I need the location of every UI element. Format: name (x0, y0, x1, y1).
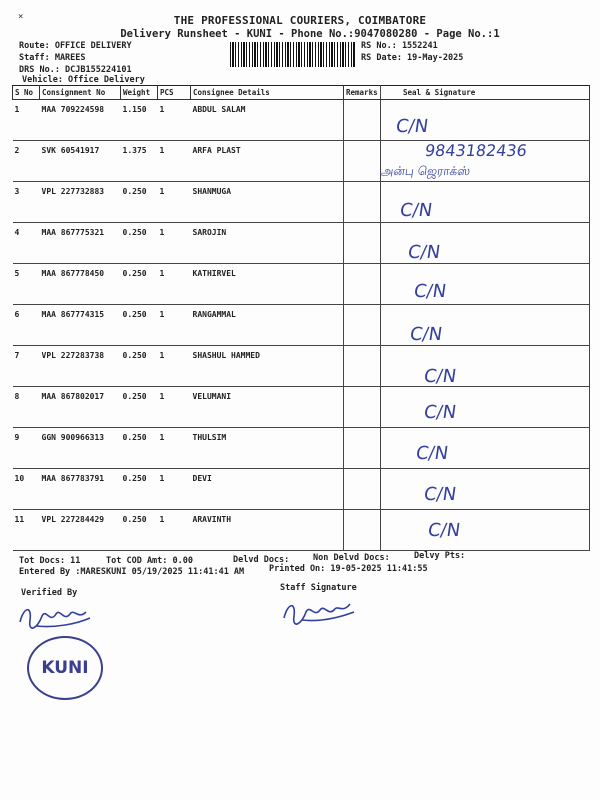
row-consignee: SAROJIN (191, 223, 344, 264)
row-consignment-no: MAA 709224598 (40, 100, 121, 141)
total-docs: Tot Docs: 11 (19, 556, 81, 566)
row-remarks (344, 469, 381, 510)
row-remarks (344, 428, 381, 469)
row-weight: 0.250 (121, 223, 158, 264)
table-header-row (13, 86, 590, 100)
row-remarks (344, 100, 381, 141)
row-remarks (344, 141, 381, 182)
verified-by-label: Verified By (21, 588, 78, 598)
table-row (13, 510, 590, 551)
delivered-docs: Delvd Docs: (233, 555, 290, 565)
printed-on: Printed On: 19-05-2025 11:41:55 (269, 564, 428, 574)
total-cod: Tot COD Amt: 0.00 (106, 556, 193, 566)
drs-number: DRS No.: DCJB155224101 (19, 65, 132, 75)
rs-date: RS Date: 19-May-2025 (361, 53, 464, 63)
row-weight: 0.250 (121, 182, 158, 223)
row-weight: 0.250 (121, 469, 158, 510)
column-header-consignee: Consignee Details (191, 86, 344, 100)
handwritten-cn-10: C/N (422, 484, 458, 505)
row-remarks (344, 387, 381, 428)
row-consignee: RANGAMMAL (191, 305, 344, 346)
row-seal (381, 469, 590, 510)
rs-number: RS No.: 1552241 (361, 41, 438, 51)
row-sno: 6 (13, 305, 40, 346)
row-sno: 1 (13, 100, 40, 141)
row-weight: 0.250 (121, 510, 158, 551)
row-seal (381, 387, 590, 428)
handwritten-cn-11: C/N (426, 520, 462, 541)
row-consignee: ABDUL SALAM (191, 100, 344, 141)
row-consignment-no: VPL 227283738 (40, 346, 121, 387)
row-pcs: 1 (158, 141, 191, 182)
row-consignee: SHANMUGA (191, 182, 344, 223)
row-remarks (344, 182, 381, 223)
row-consignee: SHASHUL HAMMED (191, 346, 344, 387)
column-header-weight: Weight (121, 86, 158, 100)
row-seal (381, 510, 590, 551)
row-sno: 11 (13, 510, 40, 551)
row-sno: 4 (13, 223, 40, 264)
row-remarks (344, 305, 381, 346)
handwritten-cn-9: C/N (414, 443, 450, 464)
row-sno: 5 (13, 264, 40, 305)
row-pcs: 1 (158, 223, 191, 264)
column-header-pcs: PCS (158, 86, 191, 100)
row-weight: 0.250 (121, 305, 158, 346)
row-seal (381, 346, 590, 387)
table-row (13, 264, 590, 305)
non-delivered-docs: Non Delvd Docs: (313, 553, 390, 563)
handwritten-cn-8: C/N (422, 402, 458, 423)
page-title: THE PROFESSIONAL COURIERS, COIMBATORE (173, 14, 427, 27)
row-pcs: 1 (158, 264, 191, 305)
verifier-signature (16, 598, 96, 634)
row-consignment-no: MAA 867802017 (40, 387, 121, 428)
row-consignee: ARFA PLAST (191, 141, 344, 182)
staff-label: Staff: MAREES (19, 53, 86, 63)
column-header-remarks: Remarks (344, 86, 381, 100)
delivery-points: Delvy Pts: (414, 551, 466, 561)
handwritten-cn-6: C/N (408, 324, 444, 345)
handwritten-cn-1: C/N (394, 116, 430, 137)
kuni-stamp: KUNI (27, 636, 103, 700)
page-subtitle: Delivery Runsheet - KUNI - Phone No.:9047080280 - Page No.:1 (120, 28, 500, 40)
row-consignment-no: MAA 867775321 (40, 223, 121, 264)
column-header-sno: S No (13, 86, 40, 100)
handwritten-cn-4: C/N (406, 242, 442, 263)
row-consignee: KATHIRVEL (191, 264, 344, 305)
row-remarks (344, 346, 381, 387)
row-pcs: 1 (158, 510, 191, 551)
vehicle-label: Vehicle: Office Delivery (22, 75, 145, 85)
table-row (13, 469, 590, 510)
row-consignee: ARAVINTH (191, 510, 344, 551)
row-remarks (344, 510, 381, 551)
table-row (13, 428, 590, 469)
handwritten-cn-7: C/N (422, 366, 458, 387)
column-header-seal: Seal & Signature (381, 86, 590, 100)
row-sno: 2 (13, 141, 40, 182)
row-weight: 1.150 (121, 100, 158, 141)
row-pcs: 1 (158, 387, 191, 428)
row-consignment-no: MAA 867778450 (40, 264, 121, 305)
staff-signature (280, 592, 360, 628)
table-row (13, 100, 590, 141)
handwritten-cn-5: C/N (412, 281, 448, 302)
row-consignment-no: VPL 227732883 (40, 182, 121, 223)
handwritten-cn-3: C/N (398, 200, 434, 221)
row-consignee: DEVI (191, 469, 344, 510)
row-seal (381, 428, 590, 469)
row-sno: 8 (13, 387, 40, 428)
row-pcs: 1 (158, 428, 191, 469)
row-remarks (344, 264, 381, 305)
row-sno: 7 (13, 346, 40, 387)
row-consignment-no: SVK 60541917 (40, 141, 121, 182)
corner-mark: × (18, 12, 24, 22)
row-sno: 9 (13, 428, 40, 469)
row-consignment-no: MAA 867774315 (40, 305, 121, 346)
staff-signature-label: Staff Signature (280, 583, 357, 593)
column-header-consignment: Consignment No (40, 86, 121, 100)
row-pcs: 1 (158, 305, 191, 346)
row-consignee: THULSIM (191, 428, 344, 469)
handwritten-tamil-note: அன்பு ஜெராக்ஸ் (379, 164, 472, 178)
row-weight: 0.250 (121, 387, 158, 428)
table-row (13, 346, 590, 387)
row-pcs: 1 (158, 469, 191, 510)
row-pcs: 1 (158, 182, 191, 223)
row-seal (381, 264, 590, 305)
row-weight: 0.250 (121, 428, 158, 469)
row-sno: 10 (13, 469, 40, 510)
row-consignee: VELUMANI (191, 387, 344, 428)
table-row (13, 223, 590, 264)
row-weight: 1.375 (121, 141, 158, 182)
row-consignment-no: GGN 900966313 (40, 428, 121, 469)
row-consignment-no: MAA 867783791 (40, 469, 121, 510)
table-row (13, 305, 590, 346)
row-consignment-no: VPL 227284429 (40, 510, 121, 551)
table-row (13, 182, 590, 223)
row-remarks (344, 223, 381, 264)
route-label: Route: OFFICE DELIVERY (19, 41, 132, 51)
entered-by: Entered By :MARESKUNI 05/19/2025 11:41:41 AM (19, 567, 245, 577)
row-weight: 0.250 (121, 346, 158, 387)
row-weight: 0.250 (121, 264, 158, 305)
handwritten-phone: 9843182436 (423, 141, 529, 160)
row-pcs: 1 (158, 100, 191, 141)
barcode (230, 42, 355, 67)
row-sno: 3 (13, 182, 40, 223)
row-pcs: 1 (158, 346, 191, 387)
table-row (13, 387, 590, 428)
